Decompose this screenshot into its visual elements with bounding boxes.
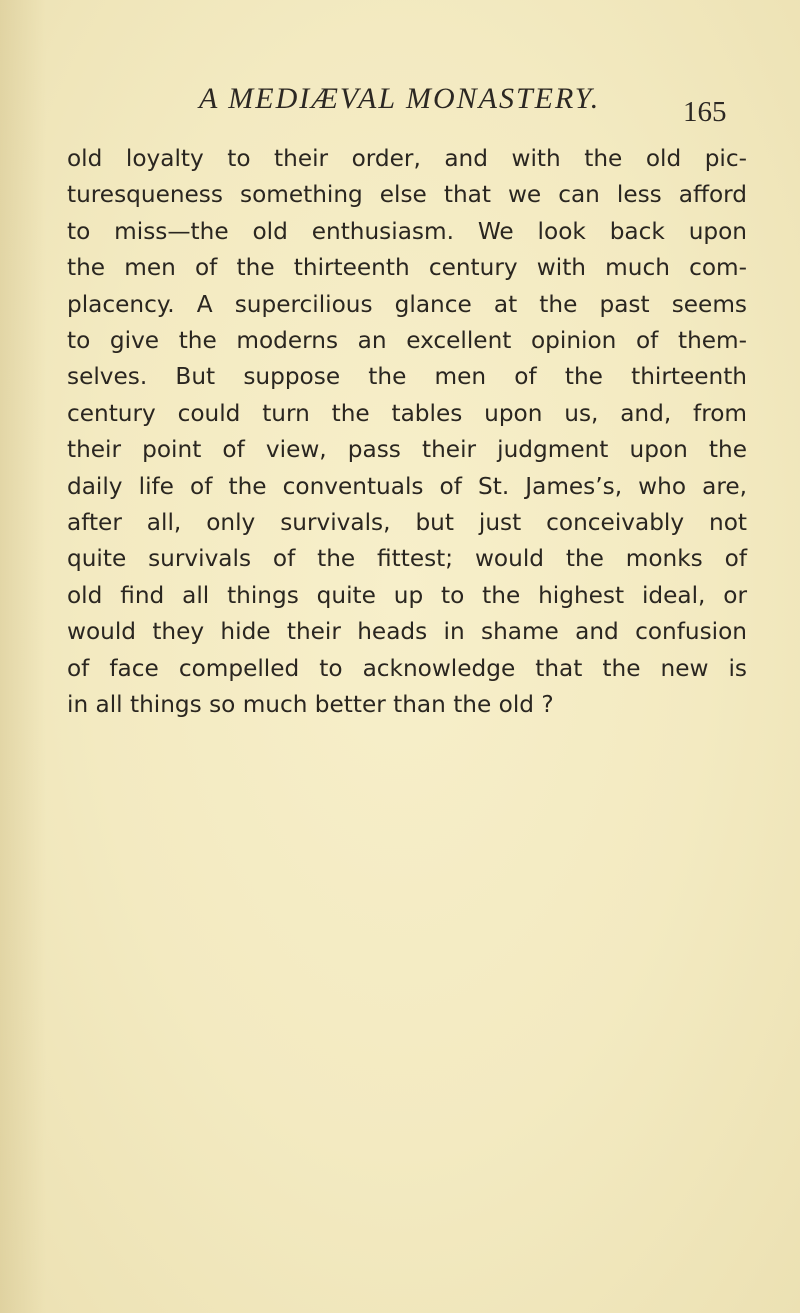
text-line: placency. A supercilious glance at the past seems bbox=[67, 290, 747, 318]
text-line: to miss—the old enthusiasm. We look back upon bbox=[67, 217, 747, 245]
page-gutter-shadow bbox=[0, 0, 46, 1313]
text-line: their point of view, pass their judgment upon the bbox=[67, 436, 747, 464]
text-line: the men of the thirteenth century with much com- bbox=[67, 254, 747, 282]
text-line: to give the moderns an excellent opinion of them- bbox=[67, 327, 747, 355]
page-number: 165 bbox=[683, 96, 727, 128]
text-line: of face compelled to acknowledge that the new is bbox=[67, 654, 747, 682]
text-line: turesqueness something else that we can less afford bbox=[67, 181, 747, 209]
text-line: century could turn the tables upon us, and, from bbox=[67, 399, 747, 427]
text-line: after all, only survivals, but just conceivably not bbox=[67, 509, 747, 537]
text-line: selves. But suppose the men of the thirteenth bbox=[67, 363, 747, 391]
text-line: daily life of the conventuals of St. James’s, who are, bbox=[67, 472, 747, 500]
running-title: A MEDIÆVAL MONASTERY. bbox=[199, 82, 601, 115]
text-line: quite survivals of the fittest; would the monks of bbox=[67, 545, 747, 573]
text-line: old find all things quite up to the highest ideal, or bbox=[67, 581, 747, 609]
text-line: in all things so much better than the old ? bbox=[67, 691, 554, 719]
body-paragraph bbox=[67, 141, 747, 724]
text-line: would they hide their heads in shame and confusion bbox=[67, 618, 747, 646]
text-line: old loyalty to their order, and with the old pic- bbox=[67, 145, 747, 172]
